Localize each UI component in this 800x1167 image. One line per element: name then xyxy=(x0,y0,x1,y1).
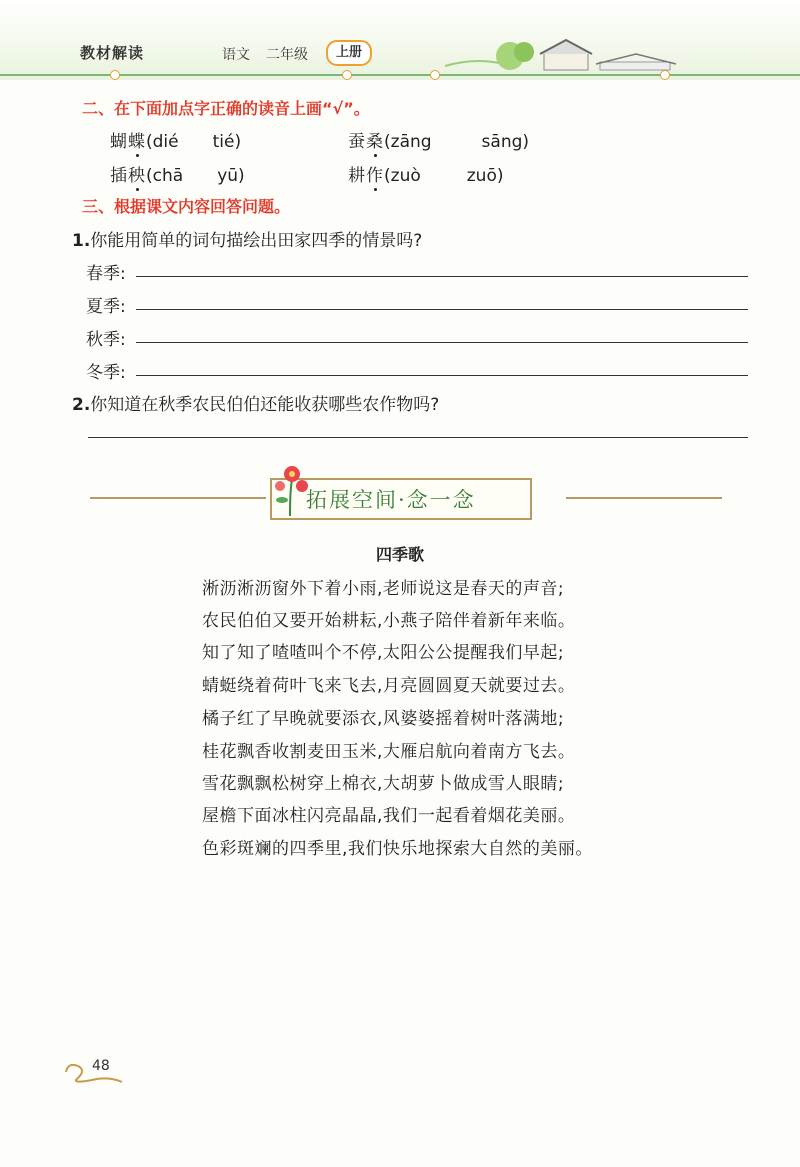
paren: ) xyxy=(522,132,530,152)
pinyin-option[interactable]: dié xyxy=(152,132,179,152)
question-text: 你知道在秋季农民伯伯还能收获哪些农作物吗? xyxy=(90,395,440,415)
dotted-char: 作 xyxy=(366,166,384,186)
question-number: 1. xyxy=(72,231,91,251)
poem-line: 橘子红了早晚就要添衣,风婆婆摇着树叶落满地; xyxy=(202,709,565,729)
question-2 xyxy=(72,390,439,415)
subject-label: 语文 xyxy=(222,47,250,63)
volume-badge: 上册 xyxy=(326,40,372,66)
word-char: 耕 xyxy=(348,166,366,186)
season-label-autumn: 秋季: xyxy=(86,330,126,350)
poem-line: 雪花飘飘松树穿上棉衣,大胡萝卜做成雪人眼睛; xyxy=(202,774,565,794)
dotted-char: 秧 xyxy=(128,166,146,186)
page-header xyxy=(0,0,800,80)
page-number: 48 xyxy=(92,1058,110,1074)
poem-line: 淅沥淅沥窗外下着小雨,老师说这是春天的声音; xyxy=(202,579,565,599)
grade-label: 二年级 xyxy=(266,47,308,63)
poem-title: 四季歌 xyxy=(375,545,424,564)
word-char: 蚕 xyxy=(348,132,366,152)
pinyin-option[interactable]: tié xyxy=(212,132,235,152)
paren: ) xyxy=(496,166,504,186)
season-label-summer: 夏季: xyxy=(86,297,126,317)
banner-rule-right xyxy=(566,497,722,499)
word-char: 蝴 xyxy=(110,132,128,152)
book-title: 教材解读 xyxy=(80,44,145,62)
answer-line-winter[interactable] xyxy=(136,375,748,376)
paren: ) xyxy=(234,132,242,152)
pinyin-item xyxy=(110,127,241,152)
pinyin-option[interactable]: zuō xyxy=(466,166,497,186)
pinyin-option[interactable]: zāng xyxy=(390,132,432,152)
pinyin-option[interactable]: chā xyxy=(152,166,184,186)
pinyin-item xyxy=(348,127,529,152)
poem-line: 色彩斑斓的四季里,我们快乐地探索大自然的美丽。 xyxy=(202,839,593,859)
section2-heading: 二、在下面加点字正确的读音上画“√”。 xyxy=(82,99,370,118)
banner-rule-left xyxy=(90,497,266,499)
answer-line-spring[interactable] xyxy=(136,276,748,277)
question-1 xyxy=(72,226,422,251)
paren: ( xyxy=(146,166,153,186)
paren: ( xyxy=(384,166,391,186)
poem-line: 农民伯伯又要开始耕耘,小燕子陪伴着新年来临。 xyxy=(202,611,576,631)
answer-line-autumn[interactable] xyxy=(136,342,748,343)
pinyin-option[interactable]: yū xyxy=(217,166,239,186)
banner-title: 拓展空间·念一念 xyxy=(306,488,476,512)
season-label-spring: 春季: xyxy=(86,264,126,284)
answer-line-summer[interactable] xyxy=(136,309,748,310)
dotted-char: 蝶 xyxy=(128,132,146,152)
header-dot-icon xyxy=(342,70,352,80)
question-text: 你能用简单的词句描绘出田家四季的情景吗? xyxy=(90,231,423,251)
paren: ( xyxy=(146,132,153,152)
pinyin-option[interactable]: zuò xyxy=(390,166,421,186)
header-divider xyxy=(0,74,800,76)
section3-heading: 三、根据课文内容回答问题。 xyxy=(82,197,291,216)
poem-line: 桂花飘香收割麦田玉米,大雁启航向着南方飞去。 xyxy=(202,742,576,762)
paren: ( xyxy=(384,132,391,152)
paren: ) xyxy=(238,166,245,186)
question-number: 2. xyxy=(72,395,91,415)
poem-line: 知了知了喳喳叫个不停,太阳公公提醒我们早起; xyxy=(202,643,565,663)
dotted-char: 桑 xyxy=(366,132,384,152)
poem-line: 屋檐下面冰柱闪亮晶晶,我们一起看着烟花美丽。 xyxy=(202,806,576,826)
header-dot-icon xyxy=(110,70,120,80)
answer-line-q2[interactable] xyxy=(88,437,748,438)
word-char: 插 xyxy=(110,166,128,186)
village-illustration-icon xyxy=(440,36,680,76)
poem-line: 蜻蜓绕着荷叶飞来飞去,月亮圆圆夏天就要过去。 xyxy=(202,676,576,696)
pinyin-item xyxy=(110,161,245,186)
header-dot-icon xyxy=(430,70,440,80)
pinyin-item xyxy=(348,161,504,186)
season-label-winter: 冬季: xyxy=(86,363,126,383)
pinyin-option[interactable]: sāng xyxy=(481,132,523,152)
